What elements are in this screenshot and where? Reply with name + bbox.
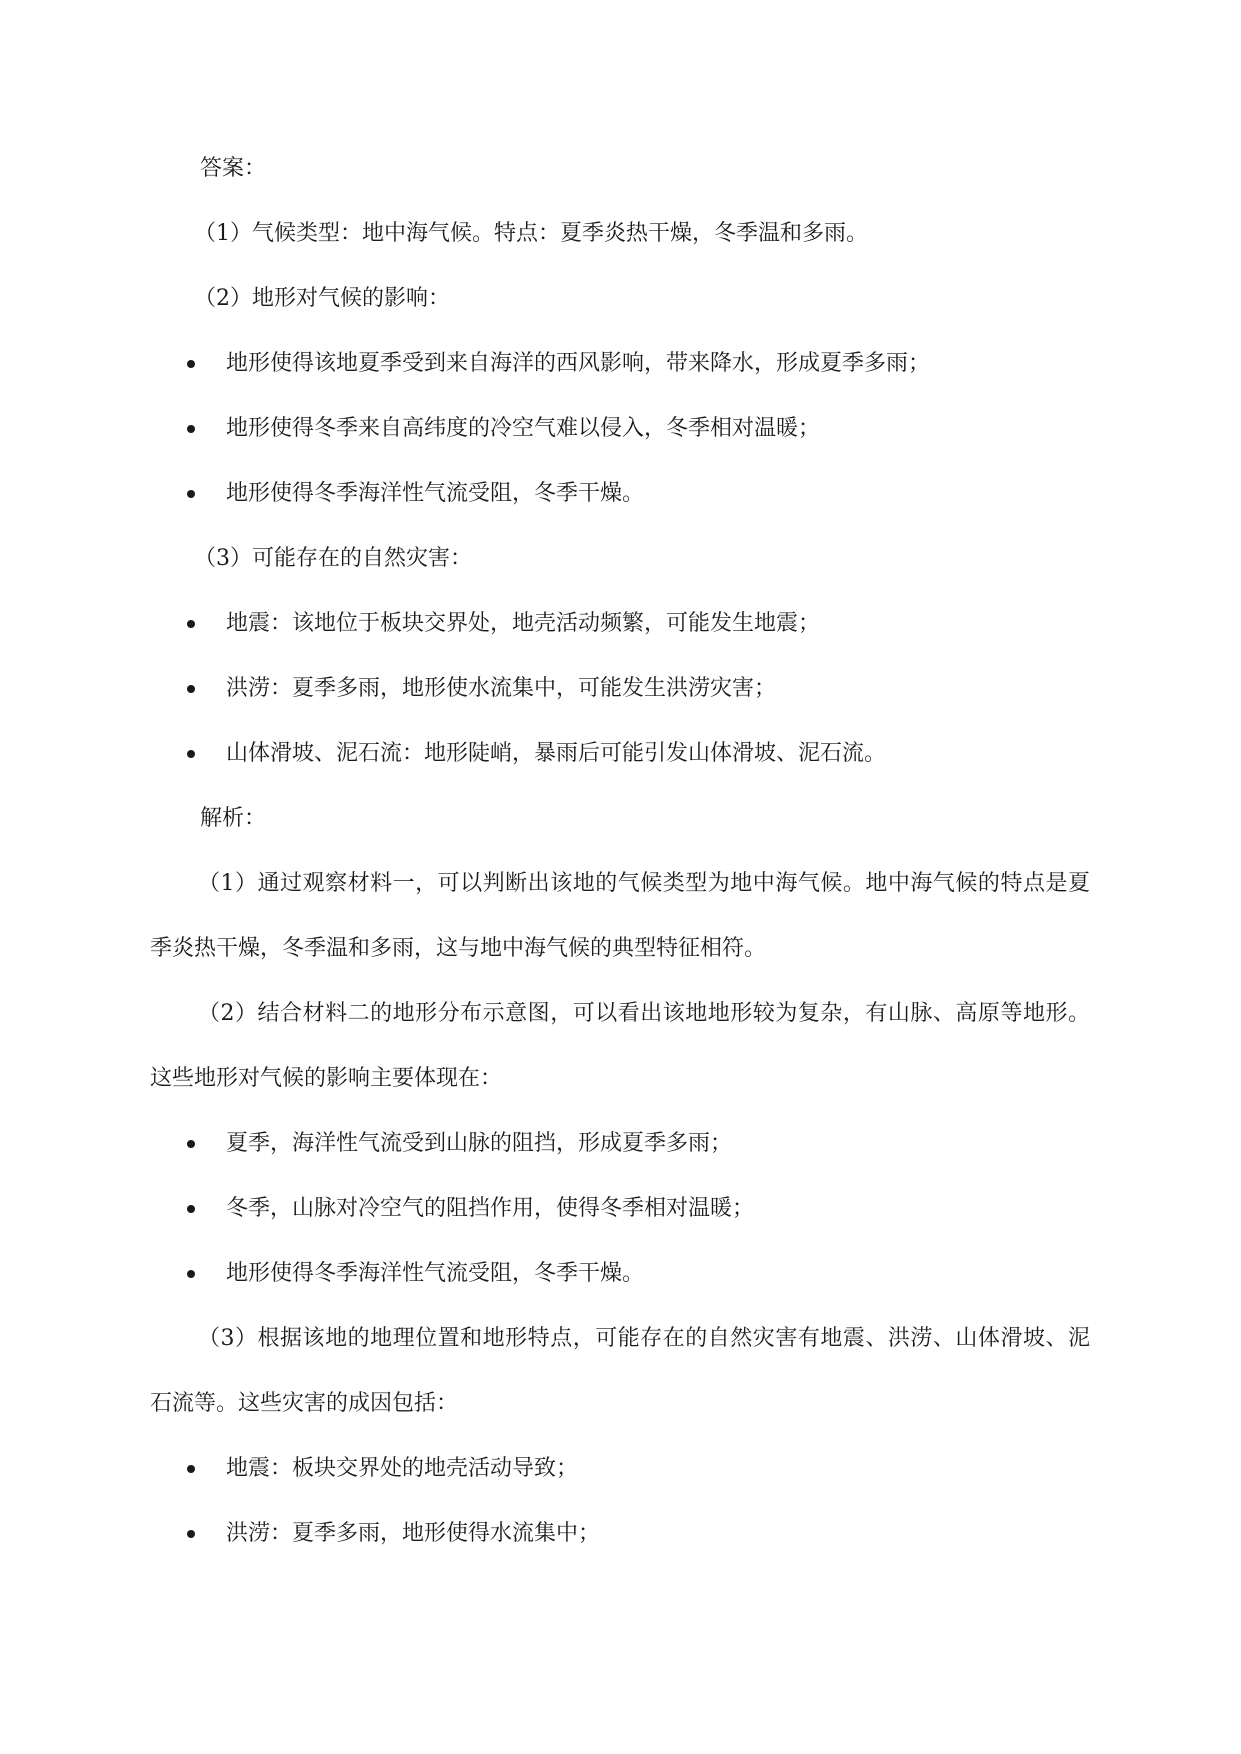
analysis-p2-bullet	[150, 1241, 1090, 1306]
bullet-text: 地震：板块交界处的地壳活动导致；	[226, 1456, 579, 1481]
bullet-dot-icon	[187, 490, 195, 498]
answer-q2-bullet	[150, 396, 1090, 461]
bullet-dot-icon	[187, 1530, 195, 1538]
bullet-text: 地震：该地位于板块交界处，地壳活动频繁，可能发生地震；	[226, 611, 821, 636]
bullet-dot-icon	[187, 360, 195, 368]
bullet-text: 地形使得该地夏季受到来自海洋的西风影响，带来降水，形成夏季多雨；	[226, 351, 931, 376]
analysis-p3: （3）根据该地的地理位置和地形特点，可能存在的自然灾害有地震、洪涝、山体滑坡、泥石流等。这些灾害的成因包括：	[150, 1326, 1090, 1416]
bullet-dot-icon	[187, 685, 195, 693]
answer-q3-bullet	[150, 656, 1090, 721]
answer-heading: 答案：	[200, 156, 267, 181]
bullet-dot-icon	[187, 1205, 195, 1213]
document-content	[150, 136, 1090, 1566]
analysis-p2: （2）结合材料二的地形分布示意图，可以看出该地地形较为复杂，有山脉、高原等地形。这些地形对气候的影响主要体现在：	[150, 1001, 1090, 1091]
analysis-p3-bullet	[150, 1436, 1090, 1501]
answer-q2-bullet	[150, 331, 1090, 396]
bullet-dot-icon	[187, 425, 195, 433]
answer-q2: （2）地形对气候的影响：	[194, 286, 450, 311]
answer-q3-bullet	[150, 721, 1090, 786]
answer-q1: （1）气候类型：地中海气候。特点：夏季炎热干燥，冬季温和多雨。	[194, 221, 868, 246]
answer-q3: （3）可能存在的自然灾害：	[194, 546, 472, 571]
bullet-text: 夏季，海洋性气流受到山脉的阻挡，形成夏季多雨；	[226, 1131, 733, 1156]
analysis-p2-bullet	[150, 1111, 1090, 1176]
bullet-text: 冬季，山脉对冷空气的阻挡作用，使得冬季相对温暖；	[226, 1196, 755, 1221]
bullet-dot-icon	[187, 620, 195, 628]
bullet-dot-icon	[187, 1465, 195, 1473]
bullet-text: 地形使得冬季海洋性气流受阻，冬季干燥。	[226, 1261, 645, 1286]
bullet-text: 地形使得冬季来自高纬度的冷空气难以侵入，冬季相对温暖；	[226, 416, 821, 441]
analysis-p3-bullet	[150, 1501, 1090, 1566]
analysis-p2-bullet	[150, 1176, 1090, 1241]
bullet-dot-icon	[187, 1140, 195, 1148]
bullet-dot-icon	[187, 1270, 195, 1278]
bullet-dot-icon	[187, 750, 195, 758]
answer-q3-bullet	[150, 591, 1090, 656]
bullet-text: 洪涝：夏季多雨，地形使水流集中，可能发生洪涝灾害；	[226, 676, 777, 701]
analysis-p1: （1）通过观察材料一，可以判断出该地的气候类型为地中海气候。地中海气候的特点是夏季炎热干燥，冬季温和多雨，这与地中海气候的典型特征相符。	[150, 871, 1090, 961]
bullet-text: 地形使得冬季海洋性气流受阻，冬季干燥。	[226, 481, 645, 506]
analysis-heading: 解析：	[200, 806, 267, 831]
bullet-text: 山体滑坡、泥石流：地形陡峭，暴雨后可能引发山体滑坡、泥石流。	[226, 741, 887, 766]
answer-q2-bullet	[150, 461, 1090, 526]
bullet-text: 洪涝：夏季多雨，地形使得水流集中；	[226, 1521, 601, 1546]
